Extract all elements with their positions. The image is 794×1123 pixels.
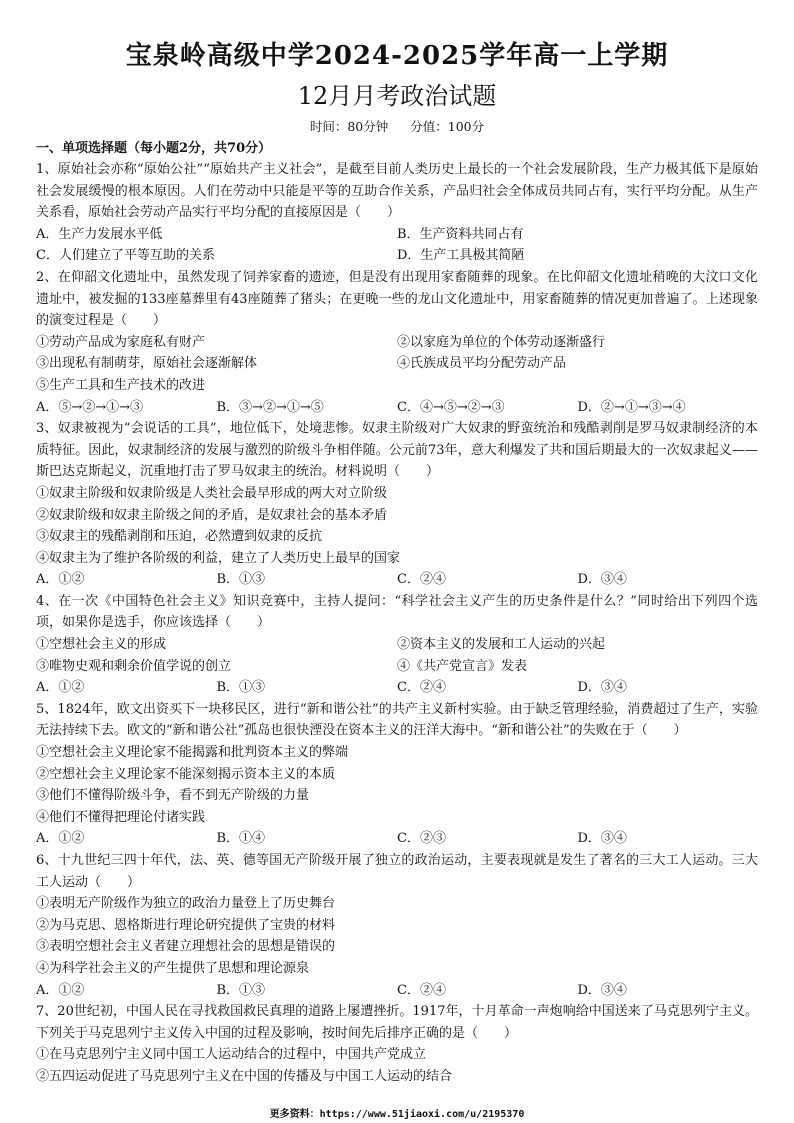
option-a: A．⑤→②→①→③ [36,399,144,415]
statement-item: ⑤生产工具和生产技术的改进 [36,377,206,393]
question-5 [36,699,758,850]
option-a: A．①② [36,831,85,847]
question-3 [36,418,758,591]
option-a: A．①② [36,680,85,696]
question-7 [36,1001,758,1087]
statement-item: ①在马克思列宁主义同中国工人运动结合的过程中，中国共产党成立 [36,1047,427,1063]
statement-item: ②五四运动促进了马克思列宁主义在中国的传播及与中国工人运动的结合 [36,1068,453,1084]
option-c: C．②④ [397,982,446,998]
option-d: D．③④ [577,831,627,847]
statement-item: ④《共产党宣言》发表 [397,658,528,674]
statement-item: ①空想社会主义的形成 [36,637,167,653]
statement-item: ④为科学社会主义的产生提供了思想和理论源泉 [36,960,310,976]
option-a: A．①② [36,572,85,588]
statement-item: ②奴隶阶级和奴隶主阶级之间的矛盾，是奴隶社会的基本矛盾 [36,507,388,523]
option-d: D．③④ [577,572,627,588]
option-a: A．①② [36,982,85,998]
footer-link[interactable]: 更多资料：https://www.51jiaoxi.com/u/2195370 [269,1109,525,1120]
option-b: B．①③ [216,680,266,696]
question-2 [36,267,758,418]
statement-item: ③出现私有制萌芽，原始社会逐渐解体 [36,356,258,372]
option-d: D．生产工具极其简陋 [397,248,525,264]
option-c: C．④→⑤→②→③ [397,399,505,415]
statement-item: ③表明空想社会主义者建立理想社会的思想是错误的 [36,939,336,955]
statement-item: ④他们不懂得把理论付诸实践 [36,809,206,825]
option-c: C．②③ [397,831,446,847]
option-b: B．③→②→①→⑤ [216,399,324,415]
statement-item: ③他们不懂得阶级斗争，看不到无产阶级的力量 [36,788,310,804]
statement-item: ②空想社会主义理论家不能深刻揭示资本主义的本质 [36,766,336,782]
question-6 [36,850,758,1001]
statement-item: ③奴隶主的残酷剥削和压迫，必然遭到奴隶的反抗 [36,529,323,545]
statement-item: ④氏族成员平均分配劳动产品 [397,356,567,372]
option-b: B．①③ [216,572,266,588]
statement-item: ④奴隶主为了维护各阶级的利益，建立了人类历史上最早的国家 [36,550,401,566]
option-c: C．②④ [397,572,446,588]
option-a: A．生产力发展水平低 [36,226,163,242]
statement-item: ①奴隶主阶级和奴隶阶级是人类社会最早形成的两大对立阶级 [36,485,388,501]
question-text: 4、在一次《中国特色社会主义》知识竞赛中，主持人提问：“科学社会主义产生的历史条件是什么？”同时给出下列四个选项，如果你是选手，你应该选择（ ） [36,593,758,631]
statement-item: ③唯物史观和剩余价值学说的创立 [36,658,232,674]
question-1 [36,159,758,267]
section-heading: 一、单项选择题（每小题2分，共70分） [36,141,272,156]
statement-item: ②资本主义的发展和工人运动的兴起 [397,637,606,653]
option-d: D．③④ [577,982,627,998]
statement-item: ①表明无产阶级作为独立的政治力量登上了历史舞台 [36,896,336,912]
option-d: D．③④ [577,680,627,696]
question-4 [36,591,758,699]
question-text: 2、在仰韶文化遗址中，虽然发现了饲养家畜的遗迹，但是没有出现用家畜随葬的现象。在比仰韶文化遗址稍晚的大汶口文化遗址中，被发掘的133座墓葬里有43座随葬了猪头；在更晚一些的龙山文化遗址中，用家畜随葬的情况更加普遍了。上述现象的演变过程是（ ） [36,269,758,329]
option-d: D．②→①→③→④ [577,399,686,415]
option-b: B．①④ [216,831,266,847]
exam-meta [36,118,758,136]
statement-item: ①空想社会主义理论家不能揭露和批判资本主义的弊端 [36,745,349,761]
statement-item: ②以家庭为单位的个体劳动逐渐盛行 [397,334,606,350]
question-text: 6、十九世纪三四十年代，法、英、德等国无产阶级开展了独立的政治运动，主要表现就是发生了著名的三大工人运动。三大工人运动（ ） [36,853,758,890]
option-b: B．①③ [216,982,266,998]
exam-title: 宝泉岭高级中学2024-2025学年高一上学期 [125,41,669,71]
question-text: 3、奴隶被视为“会说话的工具”，地位低下，处境悲惨。奴隶主阶级对广大奴隶的野蛮统治和残酷剥削是罗马奴隶制经济的本质特征。因此，奴隶制经济的发展与激烈的阶级斗争相伴随。公元前73年，意大利爆发了共和国后期最大的一次奴隶起义——斯巴达克斯起义，沉重地打击了罗马奴隶主的统治。材料说明（ ） [36,421,758,480]
statement-item: ①劳动产品成为家庭私有财产 [36,334,206,350]
option-b: B．生产资料共同占有 [397,226,524,242]
exam-subtitle: 12月月考政治试题 [297,82,497,110]
question-text: 1、原始社会亦称“原始公社”“原始共产主义社会”，是截至目前人类历史上最长的一个社会发展阶段，生产力极其低下是原始社会发展缓慢的根本原因。人们在劳动中只能是平等的互助合作关系，产品归社会全体成员共同占有，实行平均分配。从生产关系看，原始社会劳动产品实行平均分配的直接原因是（ ） [36,162,758,221]
option-c: C．人们建立了平等互助的关系 [36,248,215,264]
question-text: 7、20世纪初，中国人民在寻找救国救民真理的道路上屡遭挫折。1917年，十月革命一声炮响给中国送来了马克思列宁主义。下列关于马克思列宁主义传入中国的过程及影响，按时间先后排序正确的是（ ） [36,1004,758,1041]
option-c: C．②④ [397,680,446,696]
statement-item: ②为马克思、恩格斯进行理论研究提供了宝贵的材料 [36,917,336,933]
question-text: 5、1824年，欧文出资买下一块移民区，进行“新和谐公社”的共产主义新村实验。由于缺乏管理经验，消费超过了生产，实验无法持续下去。欧文的“新和谐公社”孤岛也很快湮没在资本主义的汪洋大海中。“新和谐公社”的失败在于（ ） [36,701,758,739]
exam-score: 分值：100分 [410,119,485,134]
exam-time: 时间：80分钟 [309,119,389,134]
